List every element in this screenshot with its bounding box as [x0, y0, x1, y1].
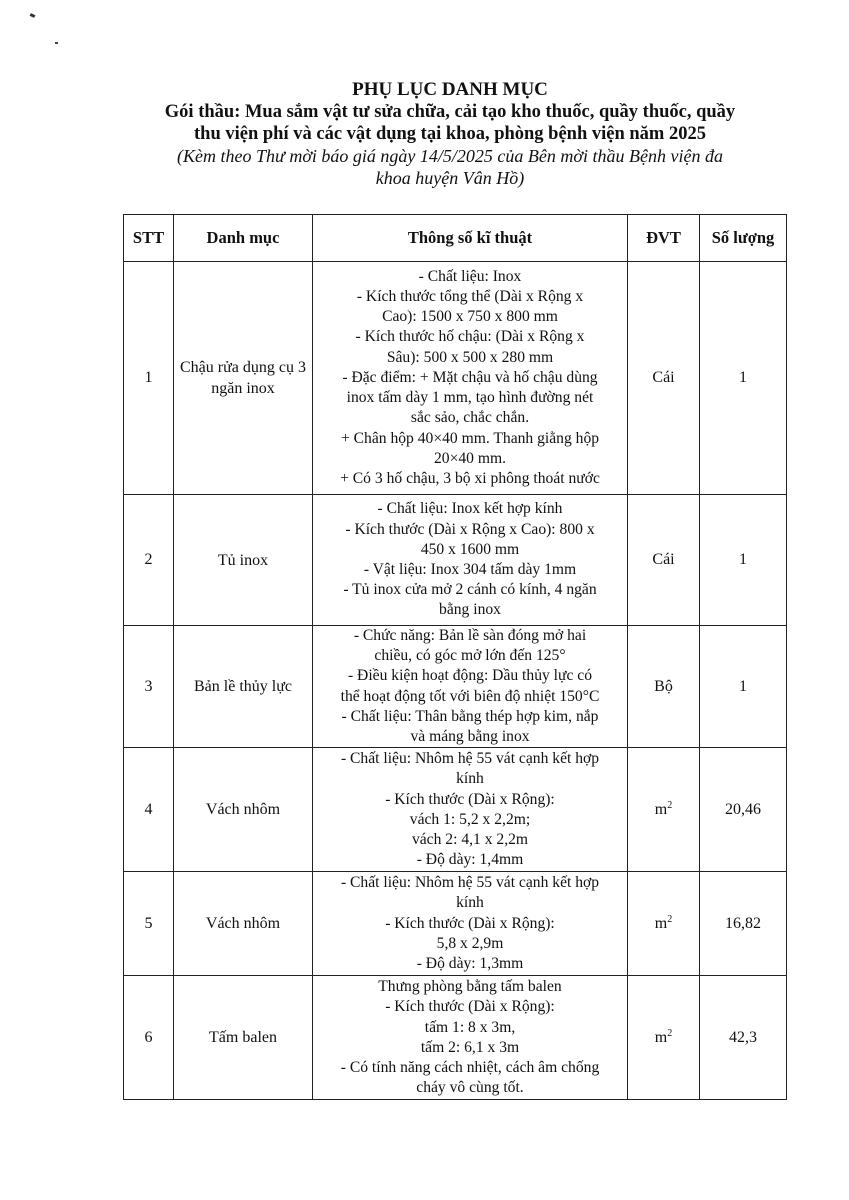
cell-quantity: 42,3 [700, 976, 787, 1100]
cell-spec [313, 626, 628, 748]
spec-line: vách 1: 5,2 x 2,2m; [409, 810, 531, 828]
package-title-line1: Gói thầu: Mua sắm vật tư sửa chữa, cải tạo kho thuốc, quầy thuốc, quầy [164, 102, 736, 122]
unit-text: m [654, 800, 668, 818]
spec-line: - Độ dày: 1,3mm [416, 955, 524, 973]
cell-unit [628, 626, 700, 748]
spec-line: - Có tính năng cách nhiệt, cách âm chống [340, 1058, 600, 1076]
spec-line: - Kích thước (Dài x Rộng): [385, 914, 555, 932]
spec-line: - Đặc điểm: + Mặt chậu và hố chậu dùng [342, 368, 598, 386]
spec-line: - Kích thước (Dài x Rộng): [385, 998, 555, 1016]
spec-line: 450 x 1600 mm [420, 540, 520, 558]
spec-line: - Kích thước hố chậu: (Dài x Rộng x [355, 328, 585, 346]
unit-superscript: 2 [667, 799, 673, 811]
spec-line: Cao): 1500 x 750 x 800 mm [382, 308, 558, 326]
attachment-note-line1: (Kèm theo Thư mời báo giá ngày 14/5/2025 của Bên mời thầu Bệnh viện đa [177, 146, 723, 166]
unit-text: m [654, 914, 668, 932]
spec-line: - Vật liệu: Inox 304 tấm dày 1mm [363, 561, 577, 578]
spec-line: - Độ dày: 1,4mm [416, 851, 524, 869]
cell-spec [313, 262, 628, 495]
table-row [124, 495, 787, 626]
items-table [123, 214, 787, 1100]
spec-line: kính [456, 770, 484, 788]
scan-mark [30, 13, 36, 18]
spec-line: - Kích thước tổng thể (Dài x Rộng x [356, 288, 584, 306]
cell-item-name: Chậu rửa dụng cụ 3 ngăn inox [174, 262, 313, 495]
col-header-spec: Thông số kĩ thuật [313, 215, 628, 262]
cell-item-name: Vách nhôm [174, 748, 313, 872]
cell-quantity: 20,46 [700, 748, 787, 872]
table-row [124, 626, 787, 748]
document-header [90, 79, 810, 189]
package-title-line2: thu viện phí và các vật dụng tại khoa, phòng bệnh viện năm 2025 [194, 124, 706, 144]
spec-line: vách 2: 4,1 x 2,2m [411, 830, 529, 848]
table-row [124, 748, 787, 872]
spec-line: - Chất liệu: Nhôm hệ 55 vát cạnh kết hợp [340, 874, 600, 892]
spec-line: + Có 3 hố chậu, 3 bộ xi phông thoát nước [340, 469, 600, 487]
cell-quantity: 1 [700, 262, 787, 495]
col-header-stt: STT [124, 215, 174, 262]
spec-line: tấm 1: 8 x 3m, [424, 1018, 516, 1036]
cell-item-name: Vách nhôm [174, 872, 313, 976]
cell-stt: 5 [124, 872, 174, 976]
table-row [124, 872, 787, 976]
spec-line: bằng inox [439, 601, 501, 619]
unit-superscript: 2 [667, 913, 673, 925]
unit-text: Cái [652, 551, 675, 568]
spec-line: - Điều kiện hoạt động: Dầu thủy lực có [347, 667, 593, 685]
spec-line: kính [456, 894, 484, 912]
cell-unit [628, 748, 700, 872]
table-row [124, 262, 787, 495]
cell-unit [628, 976, 700, 1100]
spec-line: thể hoạt động tốt với biên độ nhiệt 150°C [340, 687, 600, 705]
spec-line: 20×40 mm. [433, 449, 507, 467]
cell-spec [313, 872, 628, 976]
spec-line: Sâu): 500 x 500 x 280 mm [386, 348, 554, 366]
scan-mark [55, 42, 58, 44]
cell-unit [628, 872, 700, 976]
cell-stt: 3 [124, 626, 174, 748]
unit-text: Bộ [654, 677, 673, 695]
col-header-unit: ĐVT [628, 215, 700, 262]
cell-unit [628, 262, 700, 495]
table-row [124, 976, 787, 1100]
attachment-note-line2: khoa huyện Vân Hồ) [375, 168, 525, 188]
spec-line: cháy vô cùng tốt. [416, 1079, 524, 1097]
cell-quantity: 16,82 [700, 872, 787, 976]
table-header-row [124, 215, 787, 262]
spec-line: - Chất liệu: Inox [418, 267, 522, 285]
cell-stt: 1 [124, 262, 174, 495]
spec-line: 5,8 x 2,9m [436, 934, 504, 952]
cell-stt: 2 [124, 495, 174, 626]
unit-text: Cái [652, 369, 675, 386]
cell-item-name: Tấm balen [174, 976, 313, 1100]
cell-spec [313, 976, 628, 1100]
cell-stt: 4 [124, 748, 174, 872]
spec-line: Thưng phòng bằng tấm balen [378, 978, 562, 996]
document-title: PHỤ LỤC DANH MỤC [352, 79, 548, 100]
cell-unit [628, 495, 700, 626]
cell-stt: 6 [124, 976, 174, 1100]
unit-superscript: 2 [667, 1027, 673, 1039]
spec-line: chiều, có góc mở lớn đến 125° [374, 647, 566, 665]
spec-line: - Kích thước (Dài x Rộng): [385, 790, 555, 808]
cell-spec [313, 748, 628, 872]
spec-line: tấm 2: 6,1 x 3m [420, 1038, 520, 1056]
spec-line: + Chân hộp 40×40 mm. Thanh giằng hộp [340, 429, 600, 447]
spec-line: - Chức năng: Bản lề sàn đóng mở hai [353, 627, 587, 644]
col-header-name: Danh mục [174, 215, 313, 262]
spec-line: inox tấm dày 1 mm, tạo hình đường nét [346, 389, 594, 407]
unit-text: m [654, 1028, 668, 1046]
spec-line: - Chất liệu: Thân bằng thép hợp kim, nắp [341, 707, 599, 725]
cell-spec [313, 495, 628, 626]
spec-line: - Chất liệu: Nhôm hệ 55 vát cạnh kết hợp [340, 750, 600, 768]
spec-line: sắc sảo, chắc chắn. [410, 409, 530, 427]
spec-line: - Tủ inox cửa mở 2 cánh có kính, 4 ngăn [343, 581, 597, 599]
cell-item-name: Bản lề thủy lực [174, 626, 313, 748]
cell-quantity: 1 [700, 495, 787, 626]
cell-item-name: Tủ inox [174, 495, 313, 626]
spec-line: và máng bằng inox [410, 728, 530, 746]
col-header-qty: Số lượng [700, 215, 787, 262]
cell-quantity: 1 [700, 626, 787, 748]
spec-line: - Chất liệu: Inox kết hợp kính [377, 500, 563, 518]
spec-line: - Kích thước (Dài x Rộng x Cao): 800 x [345, 520, 595, 538]
